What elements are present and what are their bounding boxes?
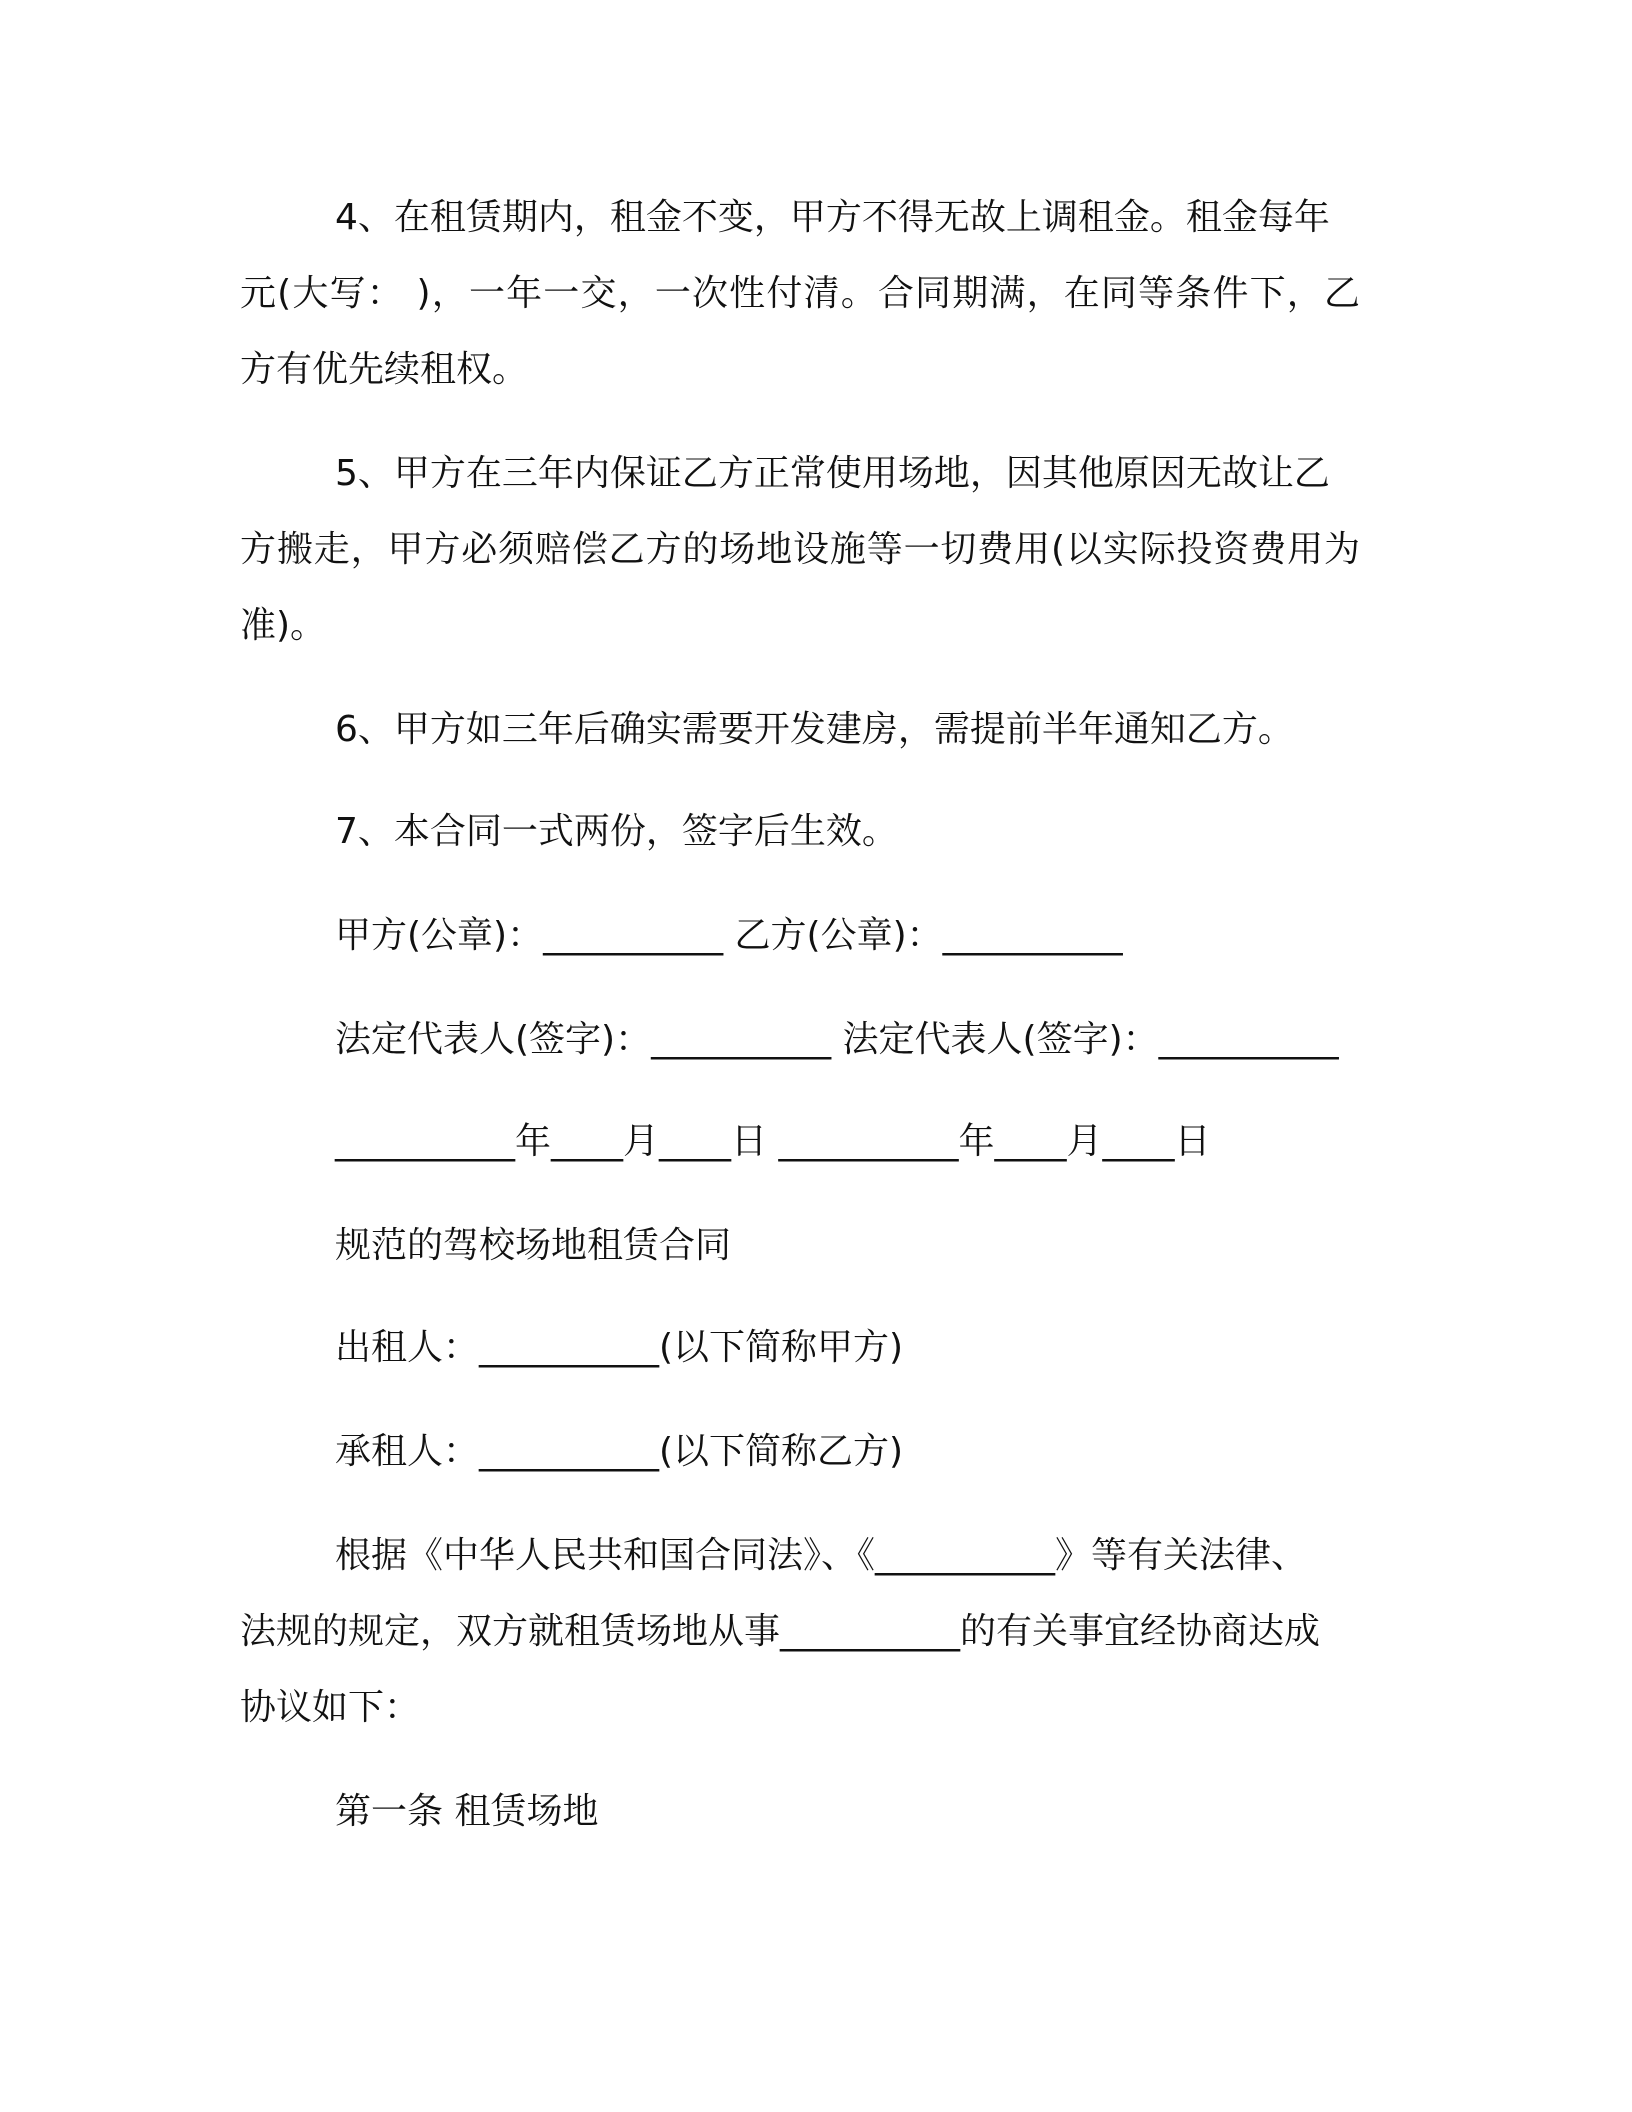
- seal-line: 甲方(公章)：__________ 乙方(公章)：__________: [335, 915, 1123, 956]
- date-line: __________年____月____日 __________年____月____日: [335, 1121, 1211, 1162]
- clause-5-line-2: 方搬走，甲方必须赔偿乙方的场地设施等一切费用(以实际投资费用为: [240, 529, 1360, 570]
- document-page: [240, 0, 1380, 2112]
- clause-5-line-3: 准)。: [240, 605, 327, 646]
- preamble-line-2: 法规的规定，双方就租赁场地从事__________的有关事宜经协商达成: [240, 1611, 1321, 1652]
- representative-line: 法定代表人(签字)：__________ 法定代表人(签字)：__________: [335, 1019, 1339, 1060]
- clause-6: 6、甲方如三年后确实需要开发建房，需提前半年通知乙方。: [335, 709, 1294, 750]
- clause-4-line-2: 元(大写： )，一年一交，一次性付清。合同期满，在同等条件下，乙: [240, 273, 1360, 314]
- clause-4-line-3: 方有优先续租权。: [240, 349, 529, 390]
- clause-4-line-1: 4、在租赁期内，租金不变，甲方不得无故上调租金。租金每年: [335, 197, 1330, 238]
- preamble-line-1: 根据《中华人民共和国合同法》、《__________》等有关法律、: [335, 1535, 1308, 1576]
- preamble-line-3: 协议如下：: [240, 1687, 421, 1728]
- contract-title: 规范的驾校场地租赁合同: [335, 1225, 732, 1266]
- clause-5-line-1: 5、甲方在三年内保证乙方正常使用场地，因其他原因无故让乙: [335, 453, 1330, 494]
- lessee-line: 承租人：__________(以下简称乙方): [335, 1431, 904, 1472]
- lessor-line: 出租人：__________(以下简称甲方): [335, 1327, 904, 1368]
- clause-7: 7、本合同一式两份，签字后生效。: [335, 811, 898, 852]
- article-1-heading: 第一条 租赁场地: [335, 1791, 599, 1832]
